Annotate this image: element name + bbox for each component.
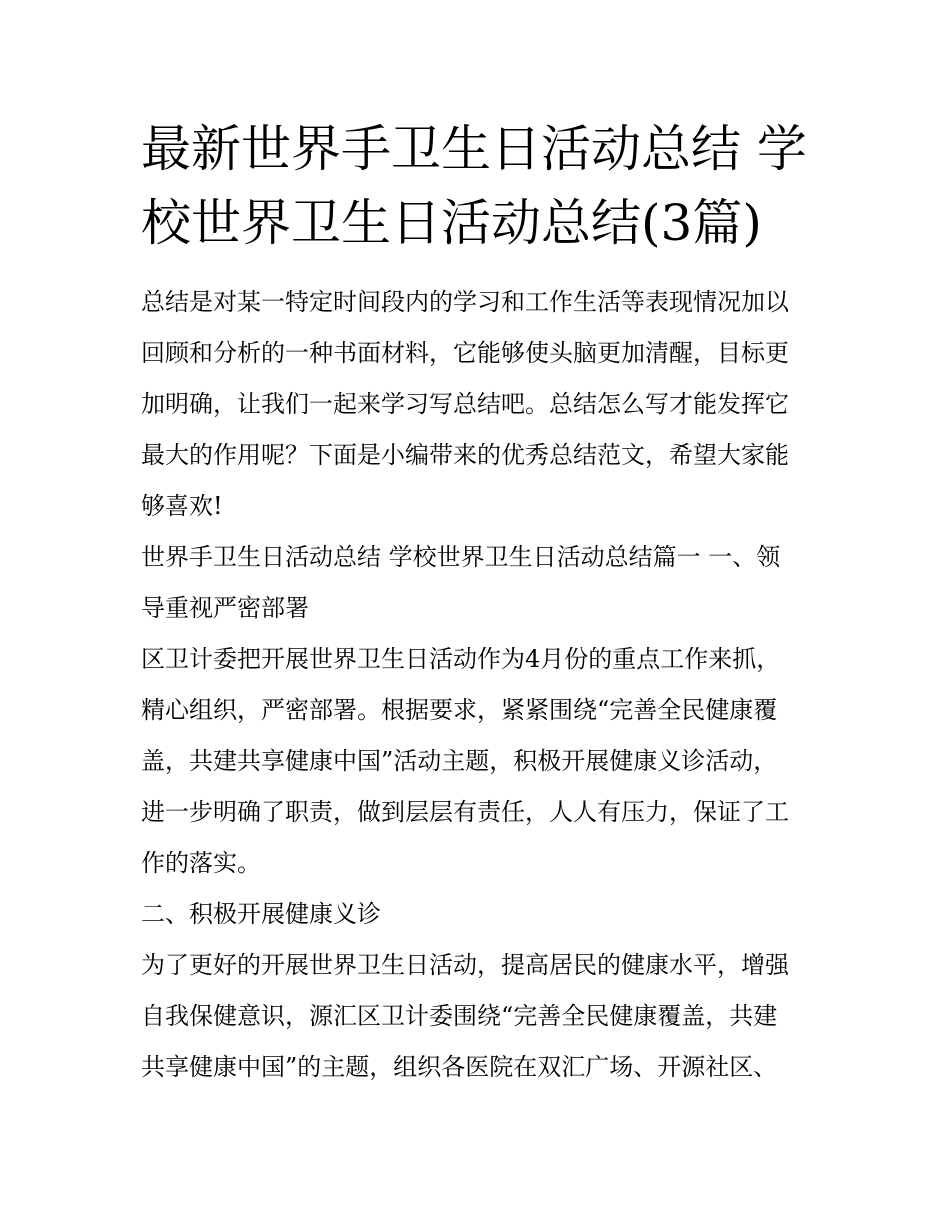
body-line: 回顾和分析的一种书面材料，它能够使头脑更加清醒，目标更	[141, 339, 789, 367]
body-line: 够喜欢!	[141, 492, 223, 520]
section-heading: 二、积极开展健康义诊	[141, 900, 381, 928]
document-title	[141, 112, 821, 260]
body-line: 区卫计委把开展世界卫生日活动作为4月份的重点工作来抓，	[141, 645, 781, 673]
body-line: 精心组织，严密部署。根据要求，紧紧围绕“完善全民健康覆	[141, 696, 778, 724]
document-body	[141, 280, 821, 1096]
body-line: 为了更好的开展世界卫生日活动，提高居民的健康水平，增强	[141, 951, 789, 979]
body-line: 盖，共建共享健康中国”活动主题，积极开展健康义诊活动，	[141, 747, 778, 775]
body-line: 导重视严密部署	[141, 594, 309, 622]
title-line-1: 最新世界手卫生日活动总结 学	[141, 120, 807, 178]
body-line: 加明确，让我们一起来学习写总结吧。总结怎么写才能发挥它	[141, 390, 789, 418]
body-line: 世界手卫生日活动总结 学校世界卫生日活动总结篇一 一、领	[141, 543, 781, 571]
body-line: 总结是对某一特定时间段内的学习和工作生活等表现情况加以	[141, 288, 789, 316]
body-line: 作的落实。	[141, 849, 261, 877]
body-line: 共享健康中国”的主题，组织各医院在双汇广场、开源社区、	[141, 1053, 778, 1081]
body-line: 进一步明确了职责，做到层层有责任，人人有压力，保证了工	[141, 798, 789, 826]
body-line: 最大的作用呢？下面是小编带来的优秀总结范文，希望大家能	[141, 441, 789, 469]
title-line-2: 校世界卫生日活动总结(3篇)	[141, 194, 762, 252]
body-line: 自我保健意识，源汇区卫计委围绕“完善全民健康覆盖，共建	[141, 1002, 778, 1030]
